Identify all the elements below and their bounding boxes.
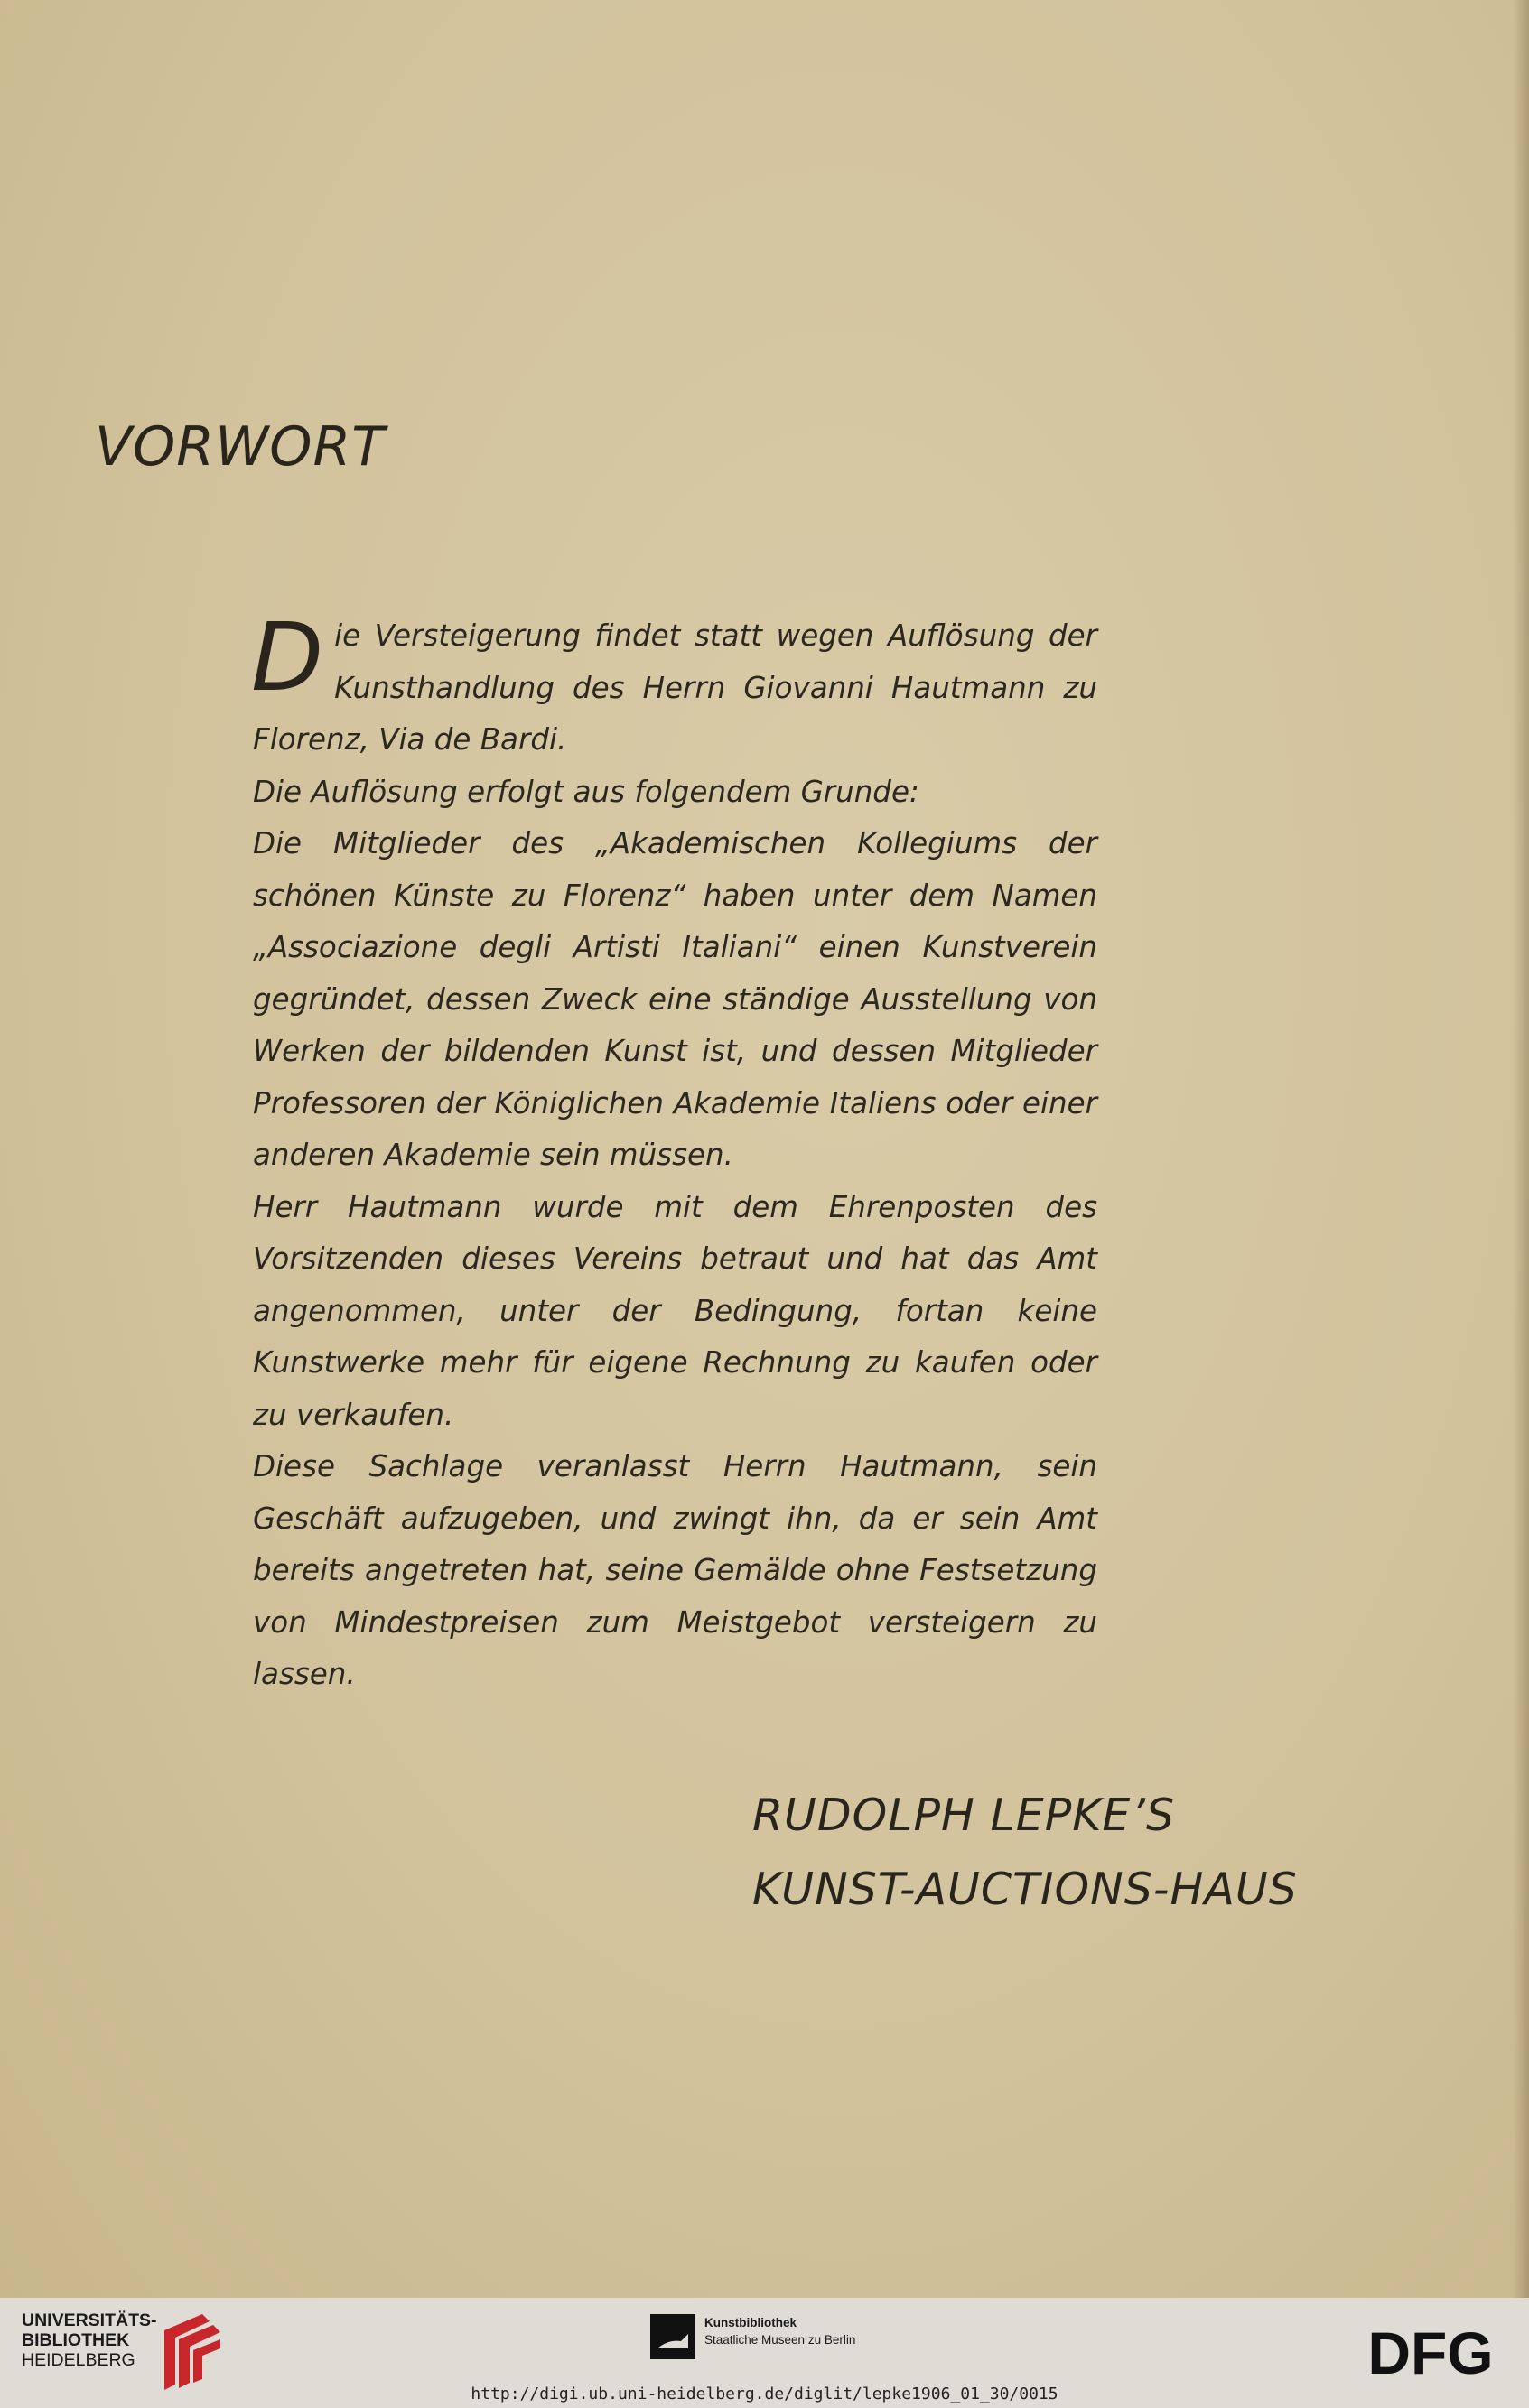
kunstbibliothek-icon: [650, 2314, 695, 2359]
paragraph: Herr Hautmann wurde mit dem Ehrenposten des Vorsitzenden dieses Vereins betraut und hat das Amt angenommen, unter der Bedingung, fortan keine Kunstwerke mehr für eigene Rechnung zu kaufen oder zu verkaufen.: [253, 1189, 1097, 1432]
kb-line-2: Staatliche Museen zu Berlin: [704, 2333, 856, 2347]
paragraph: Diese Sachlage veranlasst Herrn Hautmann, sein Geschäft aufzugeben, und zwingt ihn, da er sein Amt bereits angetreten hat, seine Gemälde ohne Festsetzung von Mindestpreisen zum Meistgebot versteigern zu lassen.: [253, 1449, 1097, 1691]
paragraph: Die Auflösung erfolgt aus folgendem Grunde:: [253, 774, 919, 809]
paragraph-intro: [251, 602, 1097, 767]
page-title: VORWORT: [95, 415, 386, 479]
signature: [752, 1779, 1298, 1927]
library-emblem-icon: [155, 2312, 229, 2394]
permalink-url[interactable]: http://digi.ub.uni-heidelberg.de/diglit/lepke1906_01_30/0015: [471, 2385, 1058, 2403]
viewer-footer: [0, 2298, 1529, 2408]
university-library-logo[interactable]: [22, 2310, 157, 2370]
kb-line-1: Kunstbibliothek: [704, 2316, 797, 2329]
signature-line-2: KUNST-AUCTIONS-HAUS: [752, 1864, 1298, 1915]
intro-text: ie Versteigerung findet statt wegen Auflösung der Kunsthandlung des Herrn Giovanni Hautmann zu Florenz, Via de Bardi.: [253, 618, 1097, 757]
uni-logo-line-3: HEIDELBERG: [22, 2350, 135, 2370]
drop-cap: D: [251, 602, 324, 712]
uni-logo-line-2: BIBLIOTHEK: [22, 2330, 130, 2350]
foreword-text: [251, 602, 1097, 1701]
kunstbibliothek-logo[interactable]: [650, 2314, 855, 2359]
dfg-logo[interactable]: [1354, 2325, 1507, 2383]
dfg-logo-text: DFG: [1367, 2325, 1494, 2383]
uni-logo-line-1: UNIVERSITÄTS-: [22, 2310, 157, 2330]
signature-line-1: RUDOLPH LEPKE’S: [752, 1790, 1176, 1841]
paragraph: Die Mitglieder des „Akademischen Kollegiums der schönen Künste zu Florenz“ haben unter dem Namen „Associazione degli Artisti Italiani“ einen Kunstverein gegründet, dessen Zweck eine ständige Ausstellung von Werken der bildenden Kunst ist, und dessen Mitglieder Professoren der Königlichen Akademie Italiens oder einer anderen Akademie sein müssen.: [253, 826, 1097, 1172]
